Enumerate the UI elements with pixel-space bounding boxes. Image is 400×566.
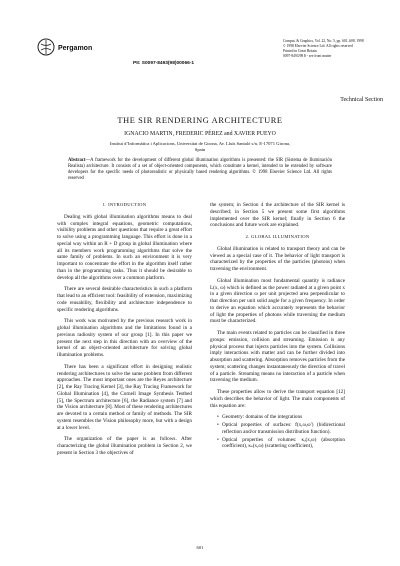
publisher-name: Pergamon <box>58 45 93 52</box>
journal-line: © 1998 Elsevier Science Ltd. All rights reserved <box>283 43 353 48</box>
list-item: • Optical properties of surfaces: f(x,ω,ω′) (bidirectional reflection and/or transmission distribution function). <box>217 422 345 436</box>
journal-line: 0097-8493/98 $ - see front matter <box>283 53 332 58</box>
body-paragraph: The organization of the paper is as follows. After characterizing the global illumination problem in Section 2, we present in Section 3 the objectives of <box>57 436 192 456</box>
journal-line: Comput. & Graphics, Vol. 22, No. 5, pp. 601–608, 1998 <box>283 39 364 43</box>
abstract <box>68 158 332 182</box>
body-paragraph: Dealing with global illumination algorithms means to deal with complex integral equations, geometric computations, visibility problems and other questions that require a great effort to solve using a programming language. This effort is done in a special way within an R + D group in global illumination where all its members work programming algorithms that solve the same family of problems. In such an environment it is very important to concentrate the effort in the algorithm itself rather than in the programming tasks. Thus it should be desirable to develop all the algorithms over a common platform. <box>57 213 192 281</box>
body-paragraph: Global illumination most fundamental quantity is radiance L(x, ω) which is defined as the power radiated at a given point x in a given direction ω per unit projected area perpendicular to that direction per unit solid angle for a given frequency. In order to derive an equation which accurately represents the behavior of light the properties of photons while traversing the medium must be characterized. <box>210 277 345 325</box>
right-column <box>210 202 345 451</box>
publisher-logo-icon <box>37 38 55 56</box>
body-paragraph-continued: the system; in Section 4 the architecture of the SIR kernel is described; in Section 5 we present some first algorithms implemented over the SIR kernel; finally in Section 6 the conclusions and future work are explained. <box>210 202 345 229</box>
section-heading-introduction: 1. INTRODUCTION <box>102 202 147 207</box>
journal-citation <box>283 39 383 59</box>
body-paragraph: There are several desirable characteristics in such a platform that lead to an efficient tool: feasibility of extension, maximizing code reusability, flexibility and architecture independence to specific rendering algorithms. <box>57 286 192 313</box>
body-paragraph: There has been a significant effort in designing realistic rendering architectures to solve the same problem from different approaches. The most important ones are the Reyes architecture [2], the Ray Tracing Kernel [3], the Ray Tracing Framework for Global Illumination [4], the Cornell Image Synthesis Testbed [5], the Spectrum architecture [6], the Radiance system [7] and the Vision architecture [8]. Most of these rendering architectures are devoted to a certain method or family of methods. The SIR system resembles the Vision philosophy more, but with a design at a lower level. <box>57 363 192 431</box>
section-label: Technical Section <box>340 97 383 103</box>
list-item: • Geometry: domains of the integrations <box>217 414 345 421</box>
abstract-label: Abstract <box>68 158 86 163</box>
left-column <box>57 202 192 462</box>
equation-components-list <box>210 414 345 450</box>
body-paragraph: The main events related to particles can be classified in three groups: emission, collision and streaming. Emission is any physical process that injects particles into the system. Collisions imply interactions with matter and can be further divided into absorption and scattering. Absorption removes particles from the system; scattering changes instantaneously the direction of travel of a particle. Streaming means no interaction of a particle when traversing the medium. <box>210 330 345 384</box>
section-heading-global-illumination: 2. GLOBAL ILLUMINATION <box>245 234 310 239</box>
affiliation-line: Institut d’Informàtica i Aplicacions, Universitat de Girona, Av. Lluís Santaló s/n, E-17071 Girona, <box>109 141 291 146</box>
article-title: THE SIR RENDERING ARCHITECTURE <box>117 116 283 125</box>
journal-line: Printed in Great Britain <box>283 48 317 53</box>
article-authors: IGNACIO MARTIN, FREDERIC PÉREZ and XAVIER PUEYO <box>124 131 276 137</box>
abstract-text: —A framework for the development of different global illumination algorithms is presented: the SIR (Sistema de Iluminación Realista) architecture. It consists of a set of object-oriented components, which constitute a kernel, intended to be extended by software developers for the specific needs of photorealistic or physically based rendering algorithms. © 1998 Elsevier Science Ltd. All rights reserved <box>68 158 332 182</box>
pii-identifier: PII: S0097-8493(98)00066-1 <box>133 61 195 66</box>
body-paragraph: This work was motivated by the previous research work in global illumination algorithms and the limitations found in a previous radiosity system of our group [1]. In this paper we present the next step in this direction with an overview of the kernel of an object-oriented architecture for solving global illumination problems. <box>57 318 192 358</box>
body-paragraph: These properties allow to derive the transport equation [12] which describes the behavior of light. The main components of this equation are: <box>210 389 345 409</box>
body-paragraph: Global illumination is related to transport theory and can be viewed as a special case of it. The behavior of light transport is characterized by the properties of the particles (photons) when traversing the environment. <box>210 245 345 272</box>
page-number: 601 <box>196 545 204 550</box>
affiliation-line: Spain <box>194 147 206 153</box>
author-affiliation <box>40 141 360 153</box>
list-item: • Optical properties of volumes: κₐ(x,ω) (absorption coefficient), κₛ(x,ω) (scattering coefficient), <box>217 437 345 451</box>
